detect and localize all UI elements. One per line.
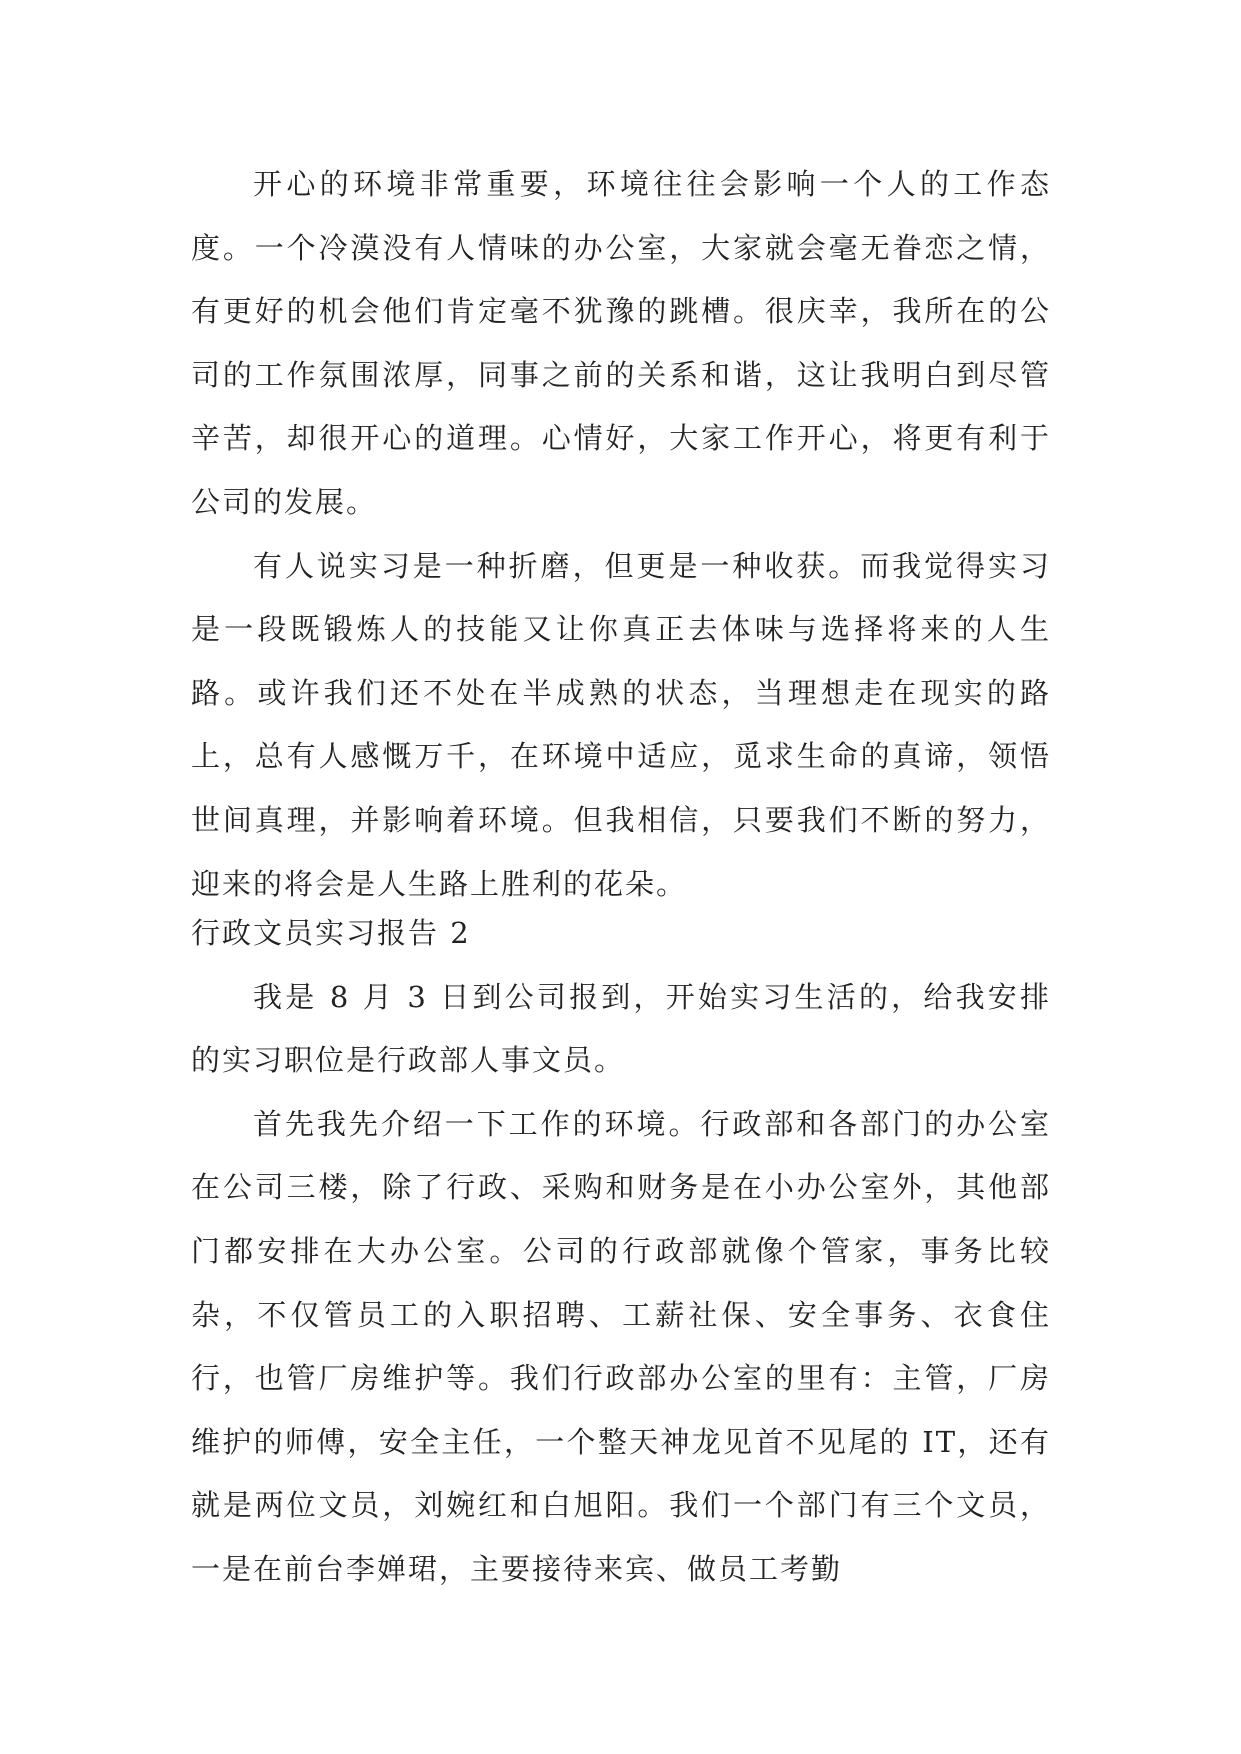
body-paragraph: 有人说实习是一种折磨，但更是一种收获。而我觉得实习是一段既锻炼人的技能又让你真正去体味与选择将来的人生路。或许我们还不处在半成熟的状态，当理想走在现实的路上，总有人感慨万千，在环境中适应，觅求生命的真谛，领悟世间真理，并影响着环境。但我相信，只要我们不断的努力，迎来的将会是人生路上胜利的花朵。 bbox=[191, 548, 1051, 901]
body-paragraph: 首先我先介绍一下工作的环境。行政部和各部门的办公室在公司三楼，除了行政、采购和财务是在小办公室外，其他部门都安排在大办公室。公司的行政部就像个管家，事务比较杂，不仅管员工的入职招聘、工薪社保、安全事务、衣食住行，也管厂房维护等。我们行政部办公室的里有：主管，厂房维护的师傅，安全主任，一个整天神龙见首不见尾的 IT，还有就是两位文员，刘婉红和白旭阳。我们一个部门有三个文员，一是在前台李婵珺，主要接待来宾、做员工考勤 bbox=[191, 1106, 1051, 1586]
section-1-body bbox=[191, 153, 1051, 916]
body-paragraph: 我是 8 月 3 日到公司报到，开始实习生活的，给我安排的实习职位是行政部人事文员。 bbox=[191, 979, 1051, 1078]
section-2-body bbox=[191, 902, 1051, 1602]
section-heading: 行政文员实习报告 2 bbox=[191, 916, 471, 950]
body-paragraph: 开心的环境非常重要，环境往往会影响一个人的工作态度。一个冷漠没有人情味的办公室，大家就会毫无眷恋之情，有更好的机会他们肯定毫不犹豫的跳槽。很庆幸，我所在的公司的工作氛围浓厚，同事之前的关系和谐，这让我明白到尽管辛苦，却很开心的道理。心情好，大家工作开心，将更有利于公司的发展。 bbox=[191, 167, 1051, 519]
